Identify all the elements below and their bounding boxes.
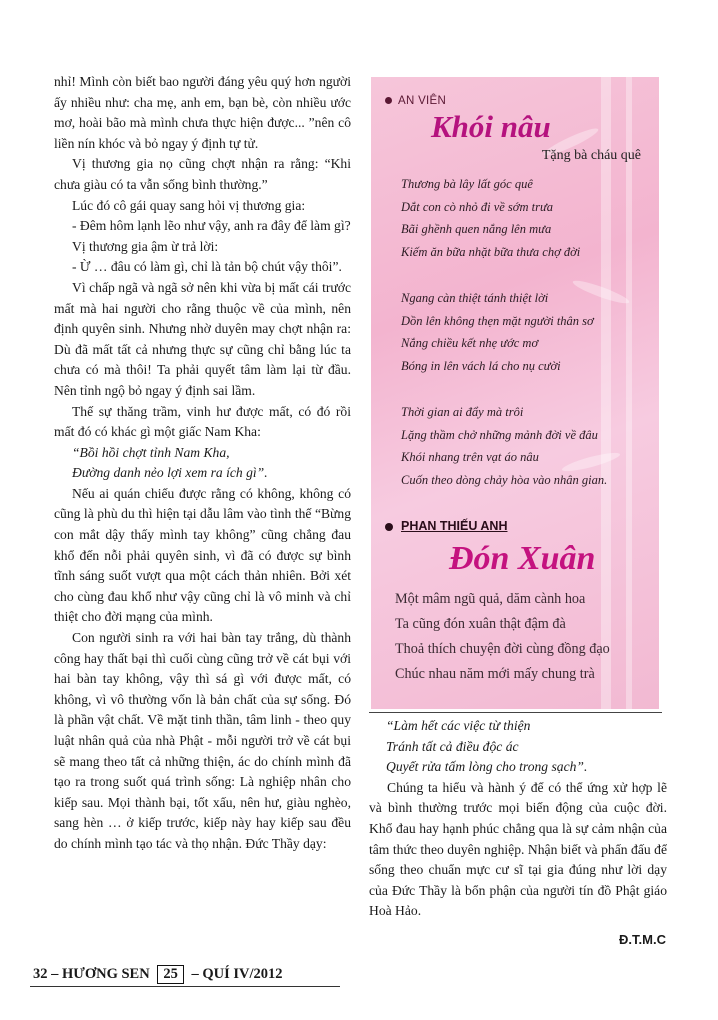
issue-quarter: – QUÍ IV/2012 bbox=[191, 966, 283, 982]
poem-line: Lặng thầm chở những mảnh đời về đâu bbox=[401, 427, 598, 442]
paragraph: - Đêm hôm lạnh lẽo như vậy, anh ra đây để làm gì? bbox=[72, 218, 351, 234]
divider bbox=[369, 712, 662, 713]
poem-line: Ngang càn thiệt tánh thiệt lời bbox=[401, 291, 549, 305]
poem1-body bbox=[401, 173, 651, 491]
bullet-icon bbox=[385, 97, 392, 104]
poem1-author bbox=[385, 95, 446, 107]
paragraph: Vị thương gia nọ cũng chợt nhận ra rằng: “Khi chưa giàu có ta vẫn sống bình thường.” bbox=[54, 156, 351, 192]
poem-line: Bóng in lên vách lá cho nụ cười bbox=[401, 358, 561, 373]
right-column bbox=[369, 716, 667, 922]
quote-line: Tránh tất cả điều độc ác bbox=[386, 738, 519, 754]
poem2-title: Đón Xuân bbox=[449, 540, 596, 577]
poem-line: Bãi ghềnh quen nắng lên mưa bbox=[401, 222, 552, 236]
poem1-author-text: AN VIÊN bbox=[398, 95, 447, 107]
quote-line: Đường danh nẻo lợi xem ra ích gì”. bbox=[72, 465, 268, 481]
quote-line: Quyết rửa tấm lòng cho trong sạch”. bbox=[386, 759, 588, 775]
poem-line: Dắt con cò nhỏ đi về sớm trưa bbox=[401, 199, 554, 214]
signature: Đ.T.M.C bbox=[619, 932, 666, 947]
poem-line: Dồn lên không thẹn mặt người thân sơ bbox=[401, 313, 594, 328]
poem-line: Thoả thích chuyện đời cùng đồng đạo bbox=[395, 641, 610, 657]
poem-line: Thương bà lây lất góc quê bbox=[401, 177, 533, 191]
page-number: 32 bbox=[33, 966, 48, 982]
journal-name: – HƯƠNG SEN bbox=[51, 966, 150, 982]
paragraph: Con người sinh ra với hai bàn tay trắng, dù thành công hay thất bại thì cuối cùng cũng trở về cát bụi với hai bàn tay không, vậy thì sá gì với được mất, có không, vì vô thường vốn là bản chất của sự sống. Đó là phần vật chất. Về mặt tinh thần, tâm linh - theo quy luật nhân quả của nhà Phật - mỗi người trở về cát bụi sẽ mang theo tất cả những thiện, ác do chính mình đã tạo ra trong suốt quá trình sống: Là nghiệp nhân cho kiếp sau. Mọi thành bại, tốt xấu, nên hư, giàu nghèo, sang hèn … ở kiếp trước, kiếp này hay kiếp sau đều do chính mình tạo tác và thọ nhận. Đức Thầy dạy: bbox=[54, 630, 351, 851]
quote-line: “Bồi hồi chợt tỉnh Nam Kha, bbox=[72, 444, 230, 460]
quote-line: “Làm hết các việc từ thiện bbox=[386, 718, 531, 733]
poem-line: Chúc nhau năm mới mấy chung trà bbox=[395, 666, 595, 682]
poem-panel bbox=[371, 77, 659, 709]
issue-number: 25 bbox=[157, 965, 184, 984]
poem-line: Khói nhang trên vạt áo nâu bbox=[401, 450, 539, 464]
paragraph: nhỉ! Mình còn biết bao người đáng yêu quý hơn người ấy nhiều như: cha mẹ, anh em, bạn bè, còn nhiều ước mơ, hoài bão mà mình chưa thực hiện được... ”nên cô liền nín khóc và bỏ ngay ý định tự tử. bbox=[54, 74, 351, 151]
poem-line: Một mâm ngũ quả, dăm cành hoa bbox=[395, 591, 586, 607]
page-footer bbox=[33, 965, 282, 984]
left-column bbox=[54, 72, 351, 855]
poem2-body bbox=[395, 587, 650, 687]
paragraph: Thế sự thăng trầm, vinh hư được mất, có đó rồi mất đó có khác gì một giấc Nam Kha: bbox=[54, 403, 351, 440]
poem1-title: Khói nâu bbox=[431, 109, 551, 144]
stanza-gap bbox=[401, 263, 651, 287]
stanza-gap bbox=[401, 377, 651, 401]
bullet-icon bbox=[385, 523, 393, 531]
paragraph: Vì chấp ngã và ngã sở nên khi vừa bị mất cái trước mất mà hai người cho rằng thuộc về của mình, nên định quyên sinh. Nhưng nhờ duyên may chợt nhận ra: Dù đã mất tất cả nhưng thực sự cũng chỉ bằng lúc ta chưa có mà thôi! Ta phải quyết tâm làm lại từ đầu. Nên tỉnh ngộ bỏ ngay ý định sai lầm. bbox=[54, 279, 351, 398]
footer-divider bbox=[30, 986, 340, 987]
paragraph: Nếu ai quán chiếu được rằng có không, không có cũng là phù du thì hiện tại dẫu lâm vào tình thế “Bừng con mắt dậy thấy mình tay không” cũng chẳng đau khổ đến nỗi phải quyên sinh, vì đã có được sự bình tĩnh sáng suốt vượt qua một cách thản nhiên. Bởi xét cho cùng đau khổ như vậy cũng chỉ là vô minh và chỉ thiệt cho đời mạng của mình. bbox=[54, 485, 351, 625]
poem-line: Kiếm ăn bữa nhặt bữa thưa chợ đời bbox=[401, 244, 581, 259]
poem-line: Ta cũng đón xuân thật đậm đà bbox=[395, 616, 566, 632]
poem-line: Thời gian ai đẩy mà trôi bbox=[401, 405, 524, 419]
paragraph: Vị thương gia ậm ừ trả lời: bbox=[72, 238, 219, 254]
poem-line: Nắng chiều kết nhẹ ước mơ bbox=[401, 336, 539, 350]
paragraph: - Ừ … đâu có làm gì, chỉ là tản bộ chút vậy thôi”. bbox=[72, 259, 342, 275]
poem2-author bbox=[385, 519, 507, 533]
poem1-dedication: Tặng bà cháu quê bbox=[541, 148, 641, 163]
poem-line: Cuốn theo dòng chảy hòa vào nhân gian. bbox=[401, 472, 608, 487]
paragraph: Lúc đó cô gái quay sang hỏi vị thương gia: bbox=[72, 197, 306, 213]
poem2-author-text: PHAN THIẾU ANH bbox=[401, 519, 508, 533]
paragraph: Chúng ta hiểu và hành ý để có thể ứng xử hợp lẽ và bình thường trước mọi biến động của cuộc đời. Khổ đau hay hạnh phúc chẳng qua là sự cảm nhận của tâm thức theo duyên nghiệp. Nhận biết và phấn đấu để sống theo chuẩn mực cư sĩ tại gia đúng như lời dạy của Đức Thầy là bổn phận của người tín đồ Phật giáo Hoà Hảo. bbox=[369, 779, 667, 919]
